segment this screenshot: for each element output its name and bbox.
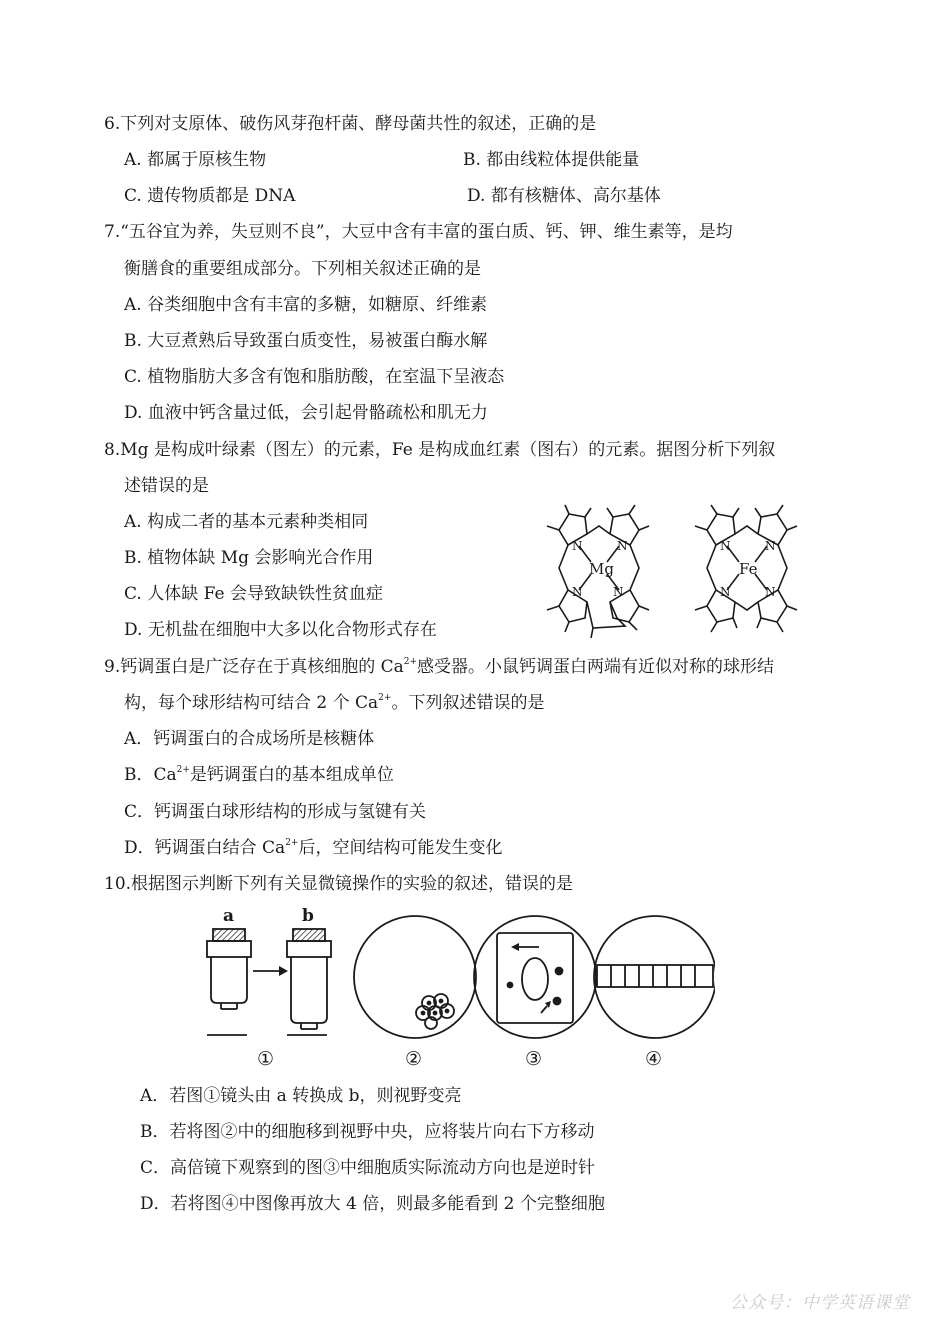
q9-stem-line2: [124, 692, 544, 714]
q8-option-a: A. 构成二者的基本元素种类相同: [124, 512, 369, 532]
q6-option-d: D. 都有核糖体、高尔基体: [467, 186, 661, 206]
q10-option-d: D．若将图④中图像再放大 4 倍，则最多能看到 2 个完整细胞: [140, 1194, 605, 1214]
figure-3-number: ③: [525, 1048, 543, 1070]
q6-stem: 6.下列对支原体、破伤风芽孢杆菌、酵母菌共性的叙述，正确的是: [104, 114, 597, 134]
watermark: 公众号：中学英语课堂: [730, 1293, 910, 1313]
q7-option-b: B. 大豆煮熟后导致蛋白质变性，易被蛋白酶水解: [124, 331, 488, 351]
q9-stem-text: 感受器。小鼠钙调蛋白两端有近似对称的球形结: [417, 657, 775, 677]
heme-structure: [695, 505, 797, 632]
heme-n-label: N: [765, 585, 776, 599]
q9-stem-text: 9.钙调蛋白是广泛存在于真核细胞的 Ca: [104, 657, 404, 677]
chlorophyll-structure: [547, 505, 649, 638]
q8-stem-line2: 述错误的是: [124, 476, 209, 496]
q9-option-a: A．钙调蛋白的合成场所是核糖体: [124, 729, 375, 749]
q9-option-d: [124, 837, 502, 859]
chlorophyll-n-label: N: [617, 539, 628, 553]
charge-superscript: 2+: [403, 657, 418, 667]
chlorophyll-metal-label: Mg: [589, 560, 614, 578]
figure-4-cell-row: [594, 916, 715, 1070]
charge-superscript: 2+: [285, 838, 299, 848]
q10-stem: 10.根据图示判断下列有关显微镜操作的实验的叙述，错误的是: [104, 874, 574, 894]
q9-option-text: 是钙调蛋白的基本组成单位: [189, 765, 394, 785]
chlorophyll-n-label: N: [572, 539, 583, 553]
figure-3-cytoplasm-flow: [474, 916, 596, 1070]
figure-1-objectives: [207, 906, 331, 1070]
q6-option-c: C. 遗传物质都是 DNA: [124, 186, 296, 206]
figure-2-field-of-view: [354, 916, 476, 1070]
q9-option-text: D．钙调蛋白结合 Ca: [124, 838, 286, 858]
q8-stem-line1: 8.Mg 是构成叶绿素（图左）的元素，Fe 是构成血红素（图右）的元素。据图分析下列叙: [104, 440, 776, 460]
q7-option-d: D. 血液中钙含量过低，会引起骨骼疏松和肌无力: [124, 403, 488, 423]
q8-option-b: B. 植物体缺 Mg 会影响光合作用: [124, 548, 374, 568]
q9-option-b: [124, 764, 394, 786]
microscope-figure: [195, 905, 715, 1075]
q8-option-c: C. 人体缺 Fe 会导致缺铁性贫血症: [124, 584, 383, 604]
q9-stem-line1: [104, 656, 774, 678]
q10-option-b: B．若将图②中的细胞移到视野中央，应将装片向右下方移动: [140, 1122, 595, 1142]
q7-stem-line2: 衡膳食的重要组成部分。下列相关叙述正确的是: [124, 259, 481, 279]
heme-n-label: N: [720, 539, 731, 553]
chlorophyll-n-label: N: [572, 585, 583, 599]
q6-option-b: B. 都由线粒体提供能量: [463, 150, 640, 170]
heme-n-label: N: [720, 585, 731, 599]
q7-option-a: A. 谷类细胞中含有丰富的多糖，如糖原、纤维素: [124, 295, 488, 315]
q8-option-d: D. 无机盐在细胞中大多以化合物形式存在: [124, 620, 437, 640]
q9-stem-text: 构，每个球形结构可结合 2 个 Ca: [124, 693, 379, 713]
q9-option-text: 后，空间结构可能发生变化: [298, 838, 503, 858]
figure-4-number: ④: [645, 1048, 663, 1070]
objective-a-label: a: [223, 906, 235, 926]
q9-option-text: B．Ca: [124, 765, 177, 785]
q10-option-a: A．若图①镜头由 a 转换成 b，则视野变亮: [140, 1086, 462, 1106]
figure-1-number: ①: [257, 1048, 275, 1070]
charge-superscript: 2+: [378, 693, 392, 703]
objective-b-label: b: [302, 906, 314, 926]
q9-option-c: C．钙调蛋白球形结构的形成与氢键有关: [124, 802, 427, 822]
q7-stem-line1: 7.“五谷宜为养，失豆则不良”，大豆中含有丰富的蛋白质、钙、钾、维生素等，是均: [104, 222, 733, 242]
chlorophyll-n-label: N: [613, 585, 624, 599]
q10-option-c: C．高倍镜下观察到的图③中细胞质实际流动方向也是逆时针: [140, 1158, 596, 1178]
heme-n-label: N: [765, 539, 776, 553]
q6-option-a: A. 都属于原核生物: [124, 150, 267, 170]
charge-superscript: 2+: [176, 765, 190, 775]
porphyrin-structures-figure: [535, 500, 805, 640]
figure-2-number: ②: [405, 1048, 423, 1070]
heme-metal-label: Fe: [739, 560, 758, 578]
q9-stem-text: 。下列叙述错误的是: [391, 693, 545, 713]
q7-option-c: C. 植物脂肪大多含有饱和脂肪酸，在室温下呈液态: [124, 367, 505, 387]
